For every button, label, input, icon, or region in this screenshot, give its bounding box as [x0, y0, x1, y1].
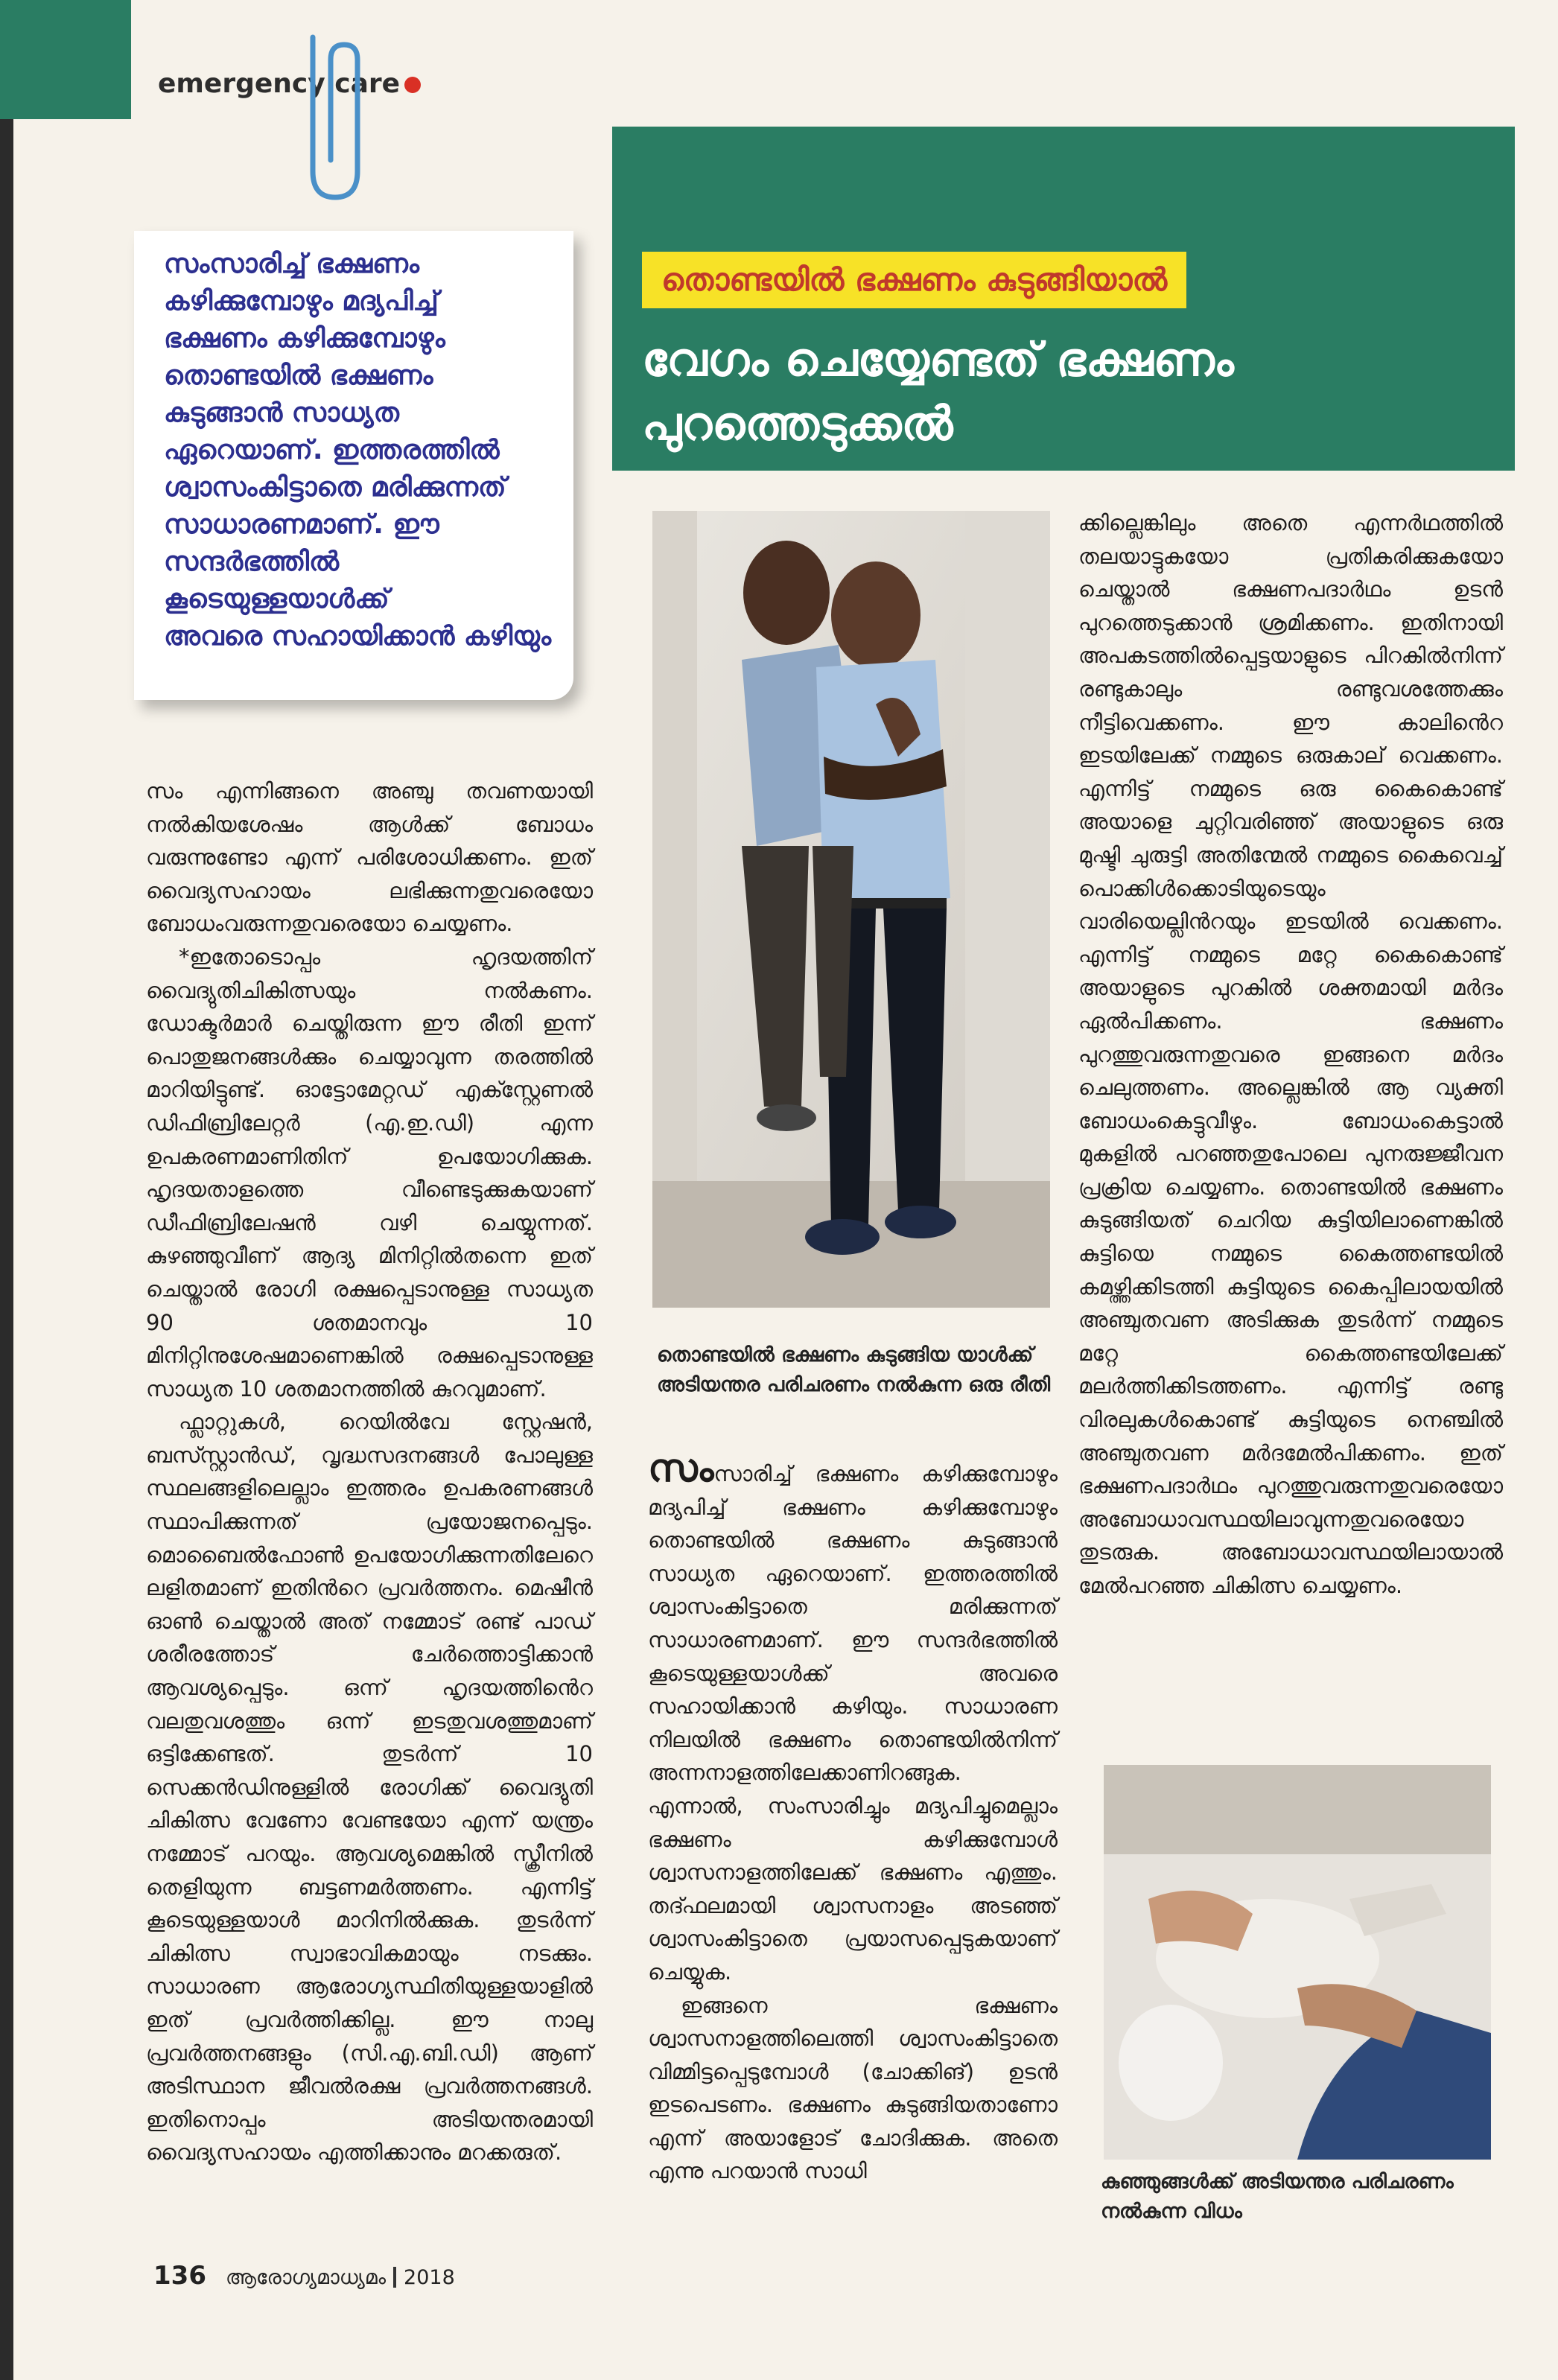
pull-quote-line: ഭക്ഷണം കഴിക്കുമ്പോഴും [164, 323, 445, 354]
article-headline [642, 328, 1476, 456]
divider [393, 2267, 396, 2288]
pull-quote-line: അവരെ സഹായിക്കാൻ കഴിയും [164, 621, 552, 652]
paragraph [648, 1446, 1058, 1989]
pull-quote-line: ഏറെയാണ്. ഇത്തരത്തിൽ [164, 435, 500, 465]
pull-quote-line: സന്ദർഭത്തിൽ [164, 547, 340, 577]
heimlich-photo [652, 511, 1050, 1308]
paperclip-icon [283, 30, 380, 209]
paragraph: *ഇതോടൊപ്പം ഹൃദയത്തിന് വൈദ്യുതിചികിത്സയും നൽകണം. ഡോക്ടർമാർ ചെയ്തിരുന്ന ഈ രീതി ഇന്ന് പൊതുജനങ്ങൾക്കും ചെയ്യാവുന്ന തരത്തിൽ മാറിയിട്ടുണ്ട്. ഓട്ടോമേറ്റഡ് എക്സ്റ്റേണൽ ഡിഫിബ്രിലേറ്റർ (എ.ഇ.ഡി) എന്ന ഉപകരണമാണിതിന് ഉപയോഗിക്കുക. ഹൃദയതാളത്തെ വീണ്ടെടുക്കുകയാണ് ഡീഫിബ്രിലേഷൻ വഴി ചെയ്യുന്നത്. കുഴഞ്ഞുവീണ് ആദ്യ മിനിറ്റിൽതന്നെ ഇത് ചെയ്താൽ രോഗി രക്ഷപ്പെടാനുള്ള സാധ്യത 90 ശതമാനവും 10 മിനിറ്റിനുശേഷമാണെങ്കിൽ രക്ഷപ്പെടാനുള്ള സാധ്യത 10 ശതമാനത്തിൽ കുറവുമാണ്. [146, 944, 593, 1401]
paragraph: ക്കില്ലെങ്കിലും അതെ എന്നർഥത്തിൽ തലയാട്ടുകയോ പ്രതികരിക്കുകയോ ചെയ്താൽ ഭക്ഷണപദാർഥം ഉടൻ പുറത്തെടുക്കാൻ ശ്രമിക്കണം. ഇതിനായി അപകടത്തിൽപ്പെട്ടയാളുടെ പിറകിൽനിന്ന് രണ്ടുകാലും രണ്ടുവശത്തേക്കും നീട്ടിവെക്കണം. ഈ കാലിൻെറ ഇടയിലേക്ക് നമ്മുടെ ഒരുകാല് വെക്കണം. എന്നിട്ട് നമ്മുടെ ഒരു കൈകൊണ്ട് അയാളെ ചുറ്റിവരിഞ്ഞ് അയാളുടെ ഒരു മുഷ്ടി ചുരുട്ടി അതിന്മേൽ നമ്മുടെ കൈവെച്ച് പൊക്കിൾക്കൊടിയുടെയും വാരിയെല്ലിൻറയും ഇടയിൽ വെക്കണം. എന്നിട്ട് നമ്മുടെ മറ്റേ കൈകൊണ്ട് അയാളുടെ പുറകിൽ ശക്തമായി മർദം ഏൽപിക്കണം. ഭക്ഷണം പുറത്തുവരുന്നതുവരെ ഇങ്ങനെ മർദം ചെലുത്തണം. അല്ലെങ്കിൽ ആ വ്യക്തി ബോധംകെട്ടുവീഴും. ബോധംകെട്ടാൽ മുകളിൽ പറഞ്ഞതുപോലെ പുനരുജ്ജീവന പ്രക്രിയ ചെയ്യണം. തൊണ്ടയിൽ ഭക്ഷണം കുടുങ്ങിയത് ചെറിയ കുട്ടിയിലാണെങ്കിൽ കുട്ടിയെ നമ്മുടെ കൈത്തണ്ടയിൽ കമഴ്ത്തിക്കിടത്തി കുട്ടിയുടെ കൈപ്പിലായയിൽ അഞ്ചുതവണ അടിക്കുക തുടർന്ന് നമ്മുടെ മറ്റേ കൈത്തണ്ടയിലേക്ക് മലർത്തിക്കിടത്തണം. എന്നിട്ട് രണ്ടു വിരലുകൾകൊണ്ട് കുട്ടിയുടെ നെഞ്ചിൽ അഞ്ചുതവണ മർദമേൽപിക്കണം. ഇത് ഭക്ഷണപദാർഥം പുറത്തുവരുന്നതുവരെയോ അബോധാവസ്ഥയിലാവുന്നതുവരെയോ തുടരുക. അബോധാവസ്ഥയിലായാൽ മേൽപറഞ്ഞ ചികിത്സ ചെയ്യണം. [1078, 510, 1503, 1598]
pull-quote [164, 246, 566, 655]
paragraph: സം എന്നിങ്ങനെ അഞ്ചു തവണയായി നൽകിയശേഷം ആൾക്ക് ബോധം വരുന്നുണ്ടോ എന്ന് പരിശോധിക്കണം. ഇത് വൈദ്യസഹായം ലഭിക്കുന്നതുവരെയോ ബോധംവരുന്നതുവരെയോ ചെയ്യണം. [146, 778, 593, 937]
pull-quote-line: സംസാരിച്ച് ഭക്ഷണം [164, 249, 419, 279]
pull-quote-line: കുടുങ്ങാൻ സാധ്യത [164, 398, 399, 428]
headline-line-2: പുറത്തെടുക്കൽ [642, 396, 953, 451]
paragraph-text: സാരിച്ച് ഭക്ഷണം കഴിക്കുമ്പോഴും മദ്യപിച്ച് ഭക്ഷണം കഴിക്കുമ്പോഴും തൊണ്ടയിൽ ഭക്ഷണം കുടുങ്ങാൻ സാധ്യത ഏറെയാണ്. ഇത്തരത്തിൽ ശ്വാസംകിട്ടാതെ മരിക്കുന്നത് സാധാരണമാണ്. ഈ സന്ദർഭത്തിൽ കൂടെയുള്ളയാൾക്ക് അവരെ സഹായിക്കാൻ കഴിയും. സാധാരണ നിലയിൽ ഭക്ഷണം തൊണ്ടയിൽനിന്ന് അന്നനാളത്തിലേക്കാണിറങ്ങുക. എന്നാൽ, സംസാരിച്ചും മദ്യപിച്ചുമെല്ലാം ഭക്ഷണം കഴിക്കുമ്പോൾ ശ്വാസനാളത്തിലേക്ക് ഭക്ഷണം എത്തും. തദ്ഫലമായി ശ്വാസനാളം അടഞ്ഞ് ശ്വാസംകിട്ടാതെ പ്രയാസപ്പെടുകയാണ് ചെയ്യുക. [648, 1461, 1058, 1985]
photo-caption: കുഞ്ഞുങ്ങൾക്ക് അടിയന്തര പരിചരണം നൽകുന്ന വിധം [1101, 2170, 1454, 2223]
photo-caption: തൊണ്ടയിൽ ഭക്ഷണം കുടുങ്ങിയ യാൾക്ക് അടിയന്തര പരിചരണം നൽകുന്ന ഒരു രീതി [657, 1343, 1051, 1396]
pull-quote-line: കൂടെയുള്ളയാൾക്ക് [164, 584, 390, 614]
page-edge [0, 119, 13, 2380]
paragraph: ഫ്ലാറ്റുകൾ, റെയിൽവേ സ്റ്റേഷൻ, ബസ്സ്റ്റാൻഡ്, വൃദ്ധസദനങ്ങൾ പോലുള്ള സ്ഥലങ്ങളിലെല്ലാം ഇത്തരം ഉപകരണങ്ങൾ സ്ഥാപിക്കുന്നത് പ്രയോജനപ്പെടും. മൊബൈൽഫോൺ ഉപയോഗിക്കുന്നതിലേറെ ലളിതമാണ് ഇതിൻറെ പ്രവർത്തനം. മെഷീൻ ഓൺ ചെയ്താൽ അത് നമ്മോട് രണ്ട് പാഡ് ശരീരത്തോട് ചേർത്തൊട്ടിക്കാൻ ആവശ്യപ്പെടും. ഒന്ന് ഹൃദയത്തിൻെറ വലതുവശത്തും ഒന്ന് ഇടതുവശത്തുമാണ് ഒട്ടിക്കേണ്ടത്. തുടർന്ന് 10 സെക്കൻഡിനുള്ളിൽ രോഗിക്ക് വൈദ്യുതി ചികിത്സ വേണോ വേണ്ടയോ എന്ന് യന്ത്രം നമ്മോട് പറയും. ആവശ്യമെങ്കിൽ സ്ക്രീനിൽ തെളിയുന്ന ബട്ടണമർത്തണം. എന്നിട്ട് കൂടെയുള്ളയാൾ മാറിനിൽക്കുക. തുടർന്ന് ചികിത്സ സ്വാഭാവികമായും നടക്കും. സാധാരണ ആരോഗ്യസ്ഥിതിയുള്ളയാളിൽ ഇത് പ്രവർത്തിക്കില്ല. ഈ നാലു പ്രവർത്തനങ്ങളും (സി.എ.ബി.ഡി) ആണ് അടിസ്ഥാന ജീവൽരക്ഷ പ്രവർത്തനങ്ങൾ. ഇതിനൊപ്പം അടിയന്തരമായി വൈദ്യസഹായം എത്തിക്കാനും മറക്കരുത്. [146, 1409, 593, 2166]
apple-icon [404, 77, 421, 93]
pull-quote-line: സാധാരണമാണ്. ഈ [164, 509, 439, 540]
right-column [1078, 506, 1503, 1603]
page-number: 136 [153, 2261, 206, 2291]
pull-quote-box [134, 231, 573, 700]
pull-quote-line: ശ്വാസംകിട്ടാതെ മരിക്കുന്നത് [164, 472, 506, 503]
pull-quote-line: കഴിക്കുമ്പോഴും മദ്യപിച്ച് [164, 286, 439, 316]
corner-accent [0, 0, 131, 119]
headline-banner [612, 127, 1515, 471]
kicker: തൊണ്ടയിൽ ഭക്ഷണം കുടുങ്ങിയാൽ [642, 252, 1186, 308]
drop-cap: സം [648, 1446, 714, 1491]
section-label-text: emergency care [158, 69, 401, 99]
infant-care-photo [1104, 1765, 1491, 2160]
headline-line-1: വേഗം ചെയ്യേണ്ടത് ഭക്ഷണം [642, 332, 1234, 386]
pull-quote-line: തൊണ്ടയിൽ ഭക്ഷണം [164, 360, 433, 391]
middle-column [648, 1446, 1058, 2188]
page-footer [153, 2261, 455, 2291]
left-column [146, 774, 593, 2169]
magazine-name: ആരോഗ്യമാധ്യമം [225, 2266, 387, 2289]
issue-year: 2018 [404, 2266, 455, 2289]
paragraph: ഇങ്ങനെ ഭക്ഷണം ശ്വാസനാളത്തിലെത്തി ശ്വാസംകിട്ടാതെ വിമ്മിട്ടപ്പെടുമ്പോൾ (ചോക്കിങ്) ഉടൻ ഇടപെടണം. ഭക്ഷണം കുടുങ്ങിയതാണോ എന്ന് അയാളോട് ചോദിക്കുക. അതെ എന്നു പറയാൻ സാധി [648, 1992, 1058, 2184]
